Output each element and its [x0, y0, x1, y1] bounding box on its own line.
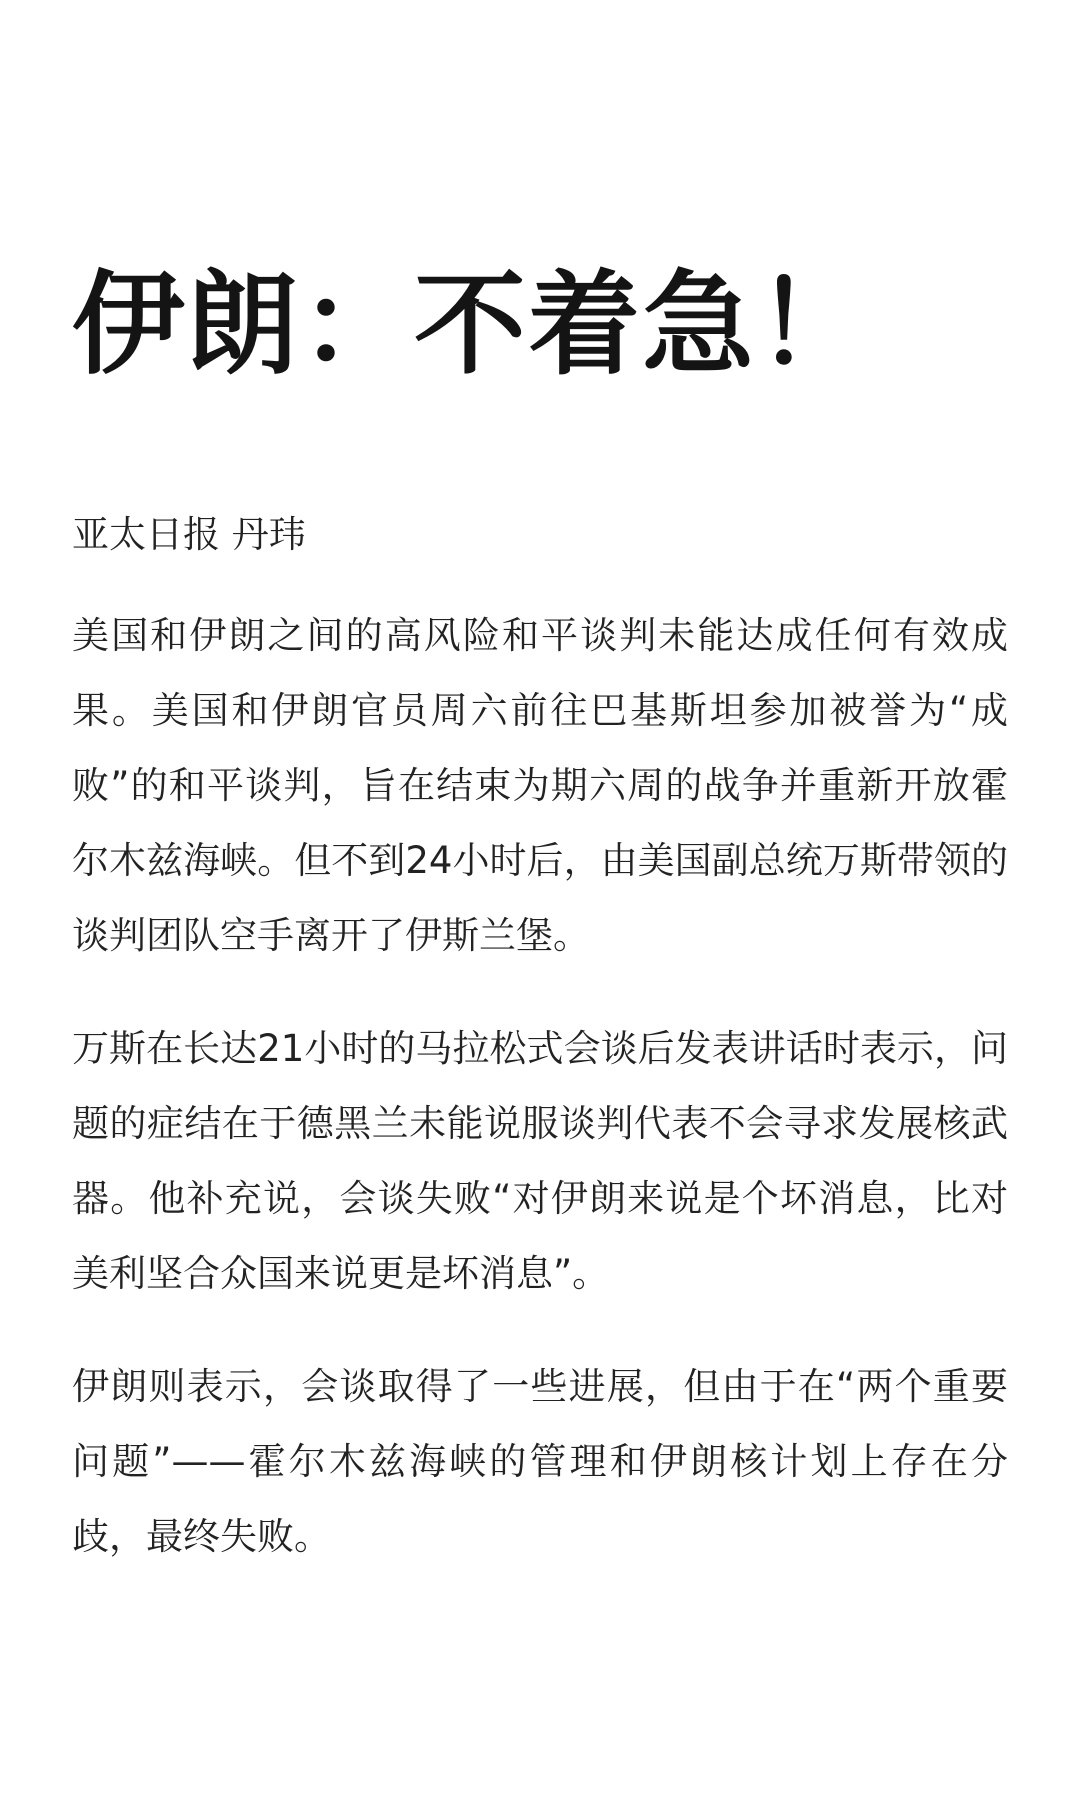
article-byline: 亚太日报 丹玮 [72, 513, 306, 557]
article-paragraph-3: 伊朗则表示，会谈取得了一些进展，但由于在“两个重要问题”——霍尔木兹海峡的管理和伊朗核计划上存在分歧，最终失败。 [72, 1365, 1008, 1559]
article-title: 伊朗：不着急！ [72, 260, 870, 390]
article-paragraph-1: 美国和伊朗之间的高风险和平谈判未能达成任何有效成果。美国和伊朗官员周六前往巴基斯坦参加被誉为“成败”的和平谈判，旨在结束为期六周的战争并重新开放霍尔木兹海峡。但不到24小时后，由美国副总统万斯带领的谈判团队空手离开了伊斯兰堡。 [72, 614, 1008, 958]
article-body [72, 598, 1008, 1574]
article-paragraph-2: 万斯在长达21小时的马拉松式会谈后发表讲话时表示，问题的症结在于德黑兰未能说服谈判代表不会寻求发展核武器。他补充说，会谈失败“对伊朗来说是个坏消息，比对美利坚合众国来说更是坏消息”。 [72, 1027, 1008, 1296]
